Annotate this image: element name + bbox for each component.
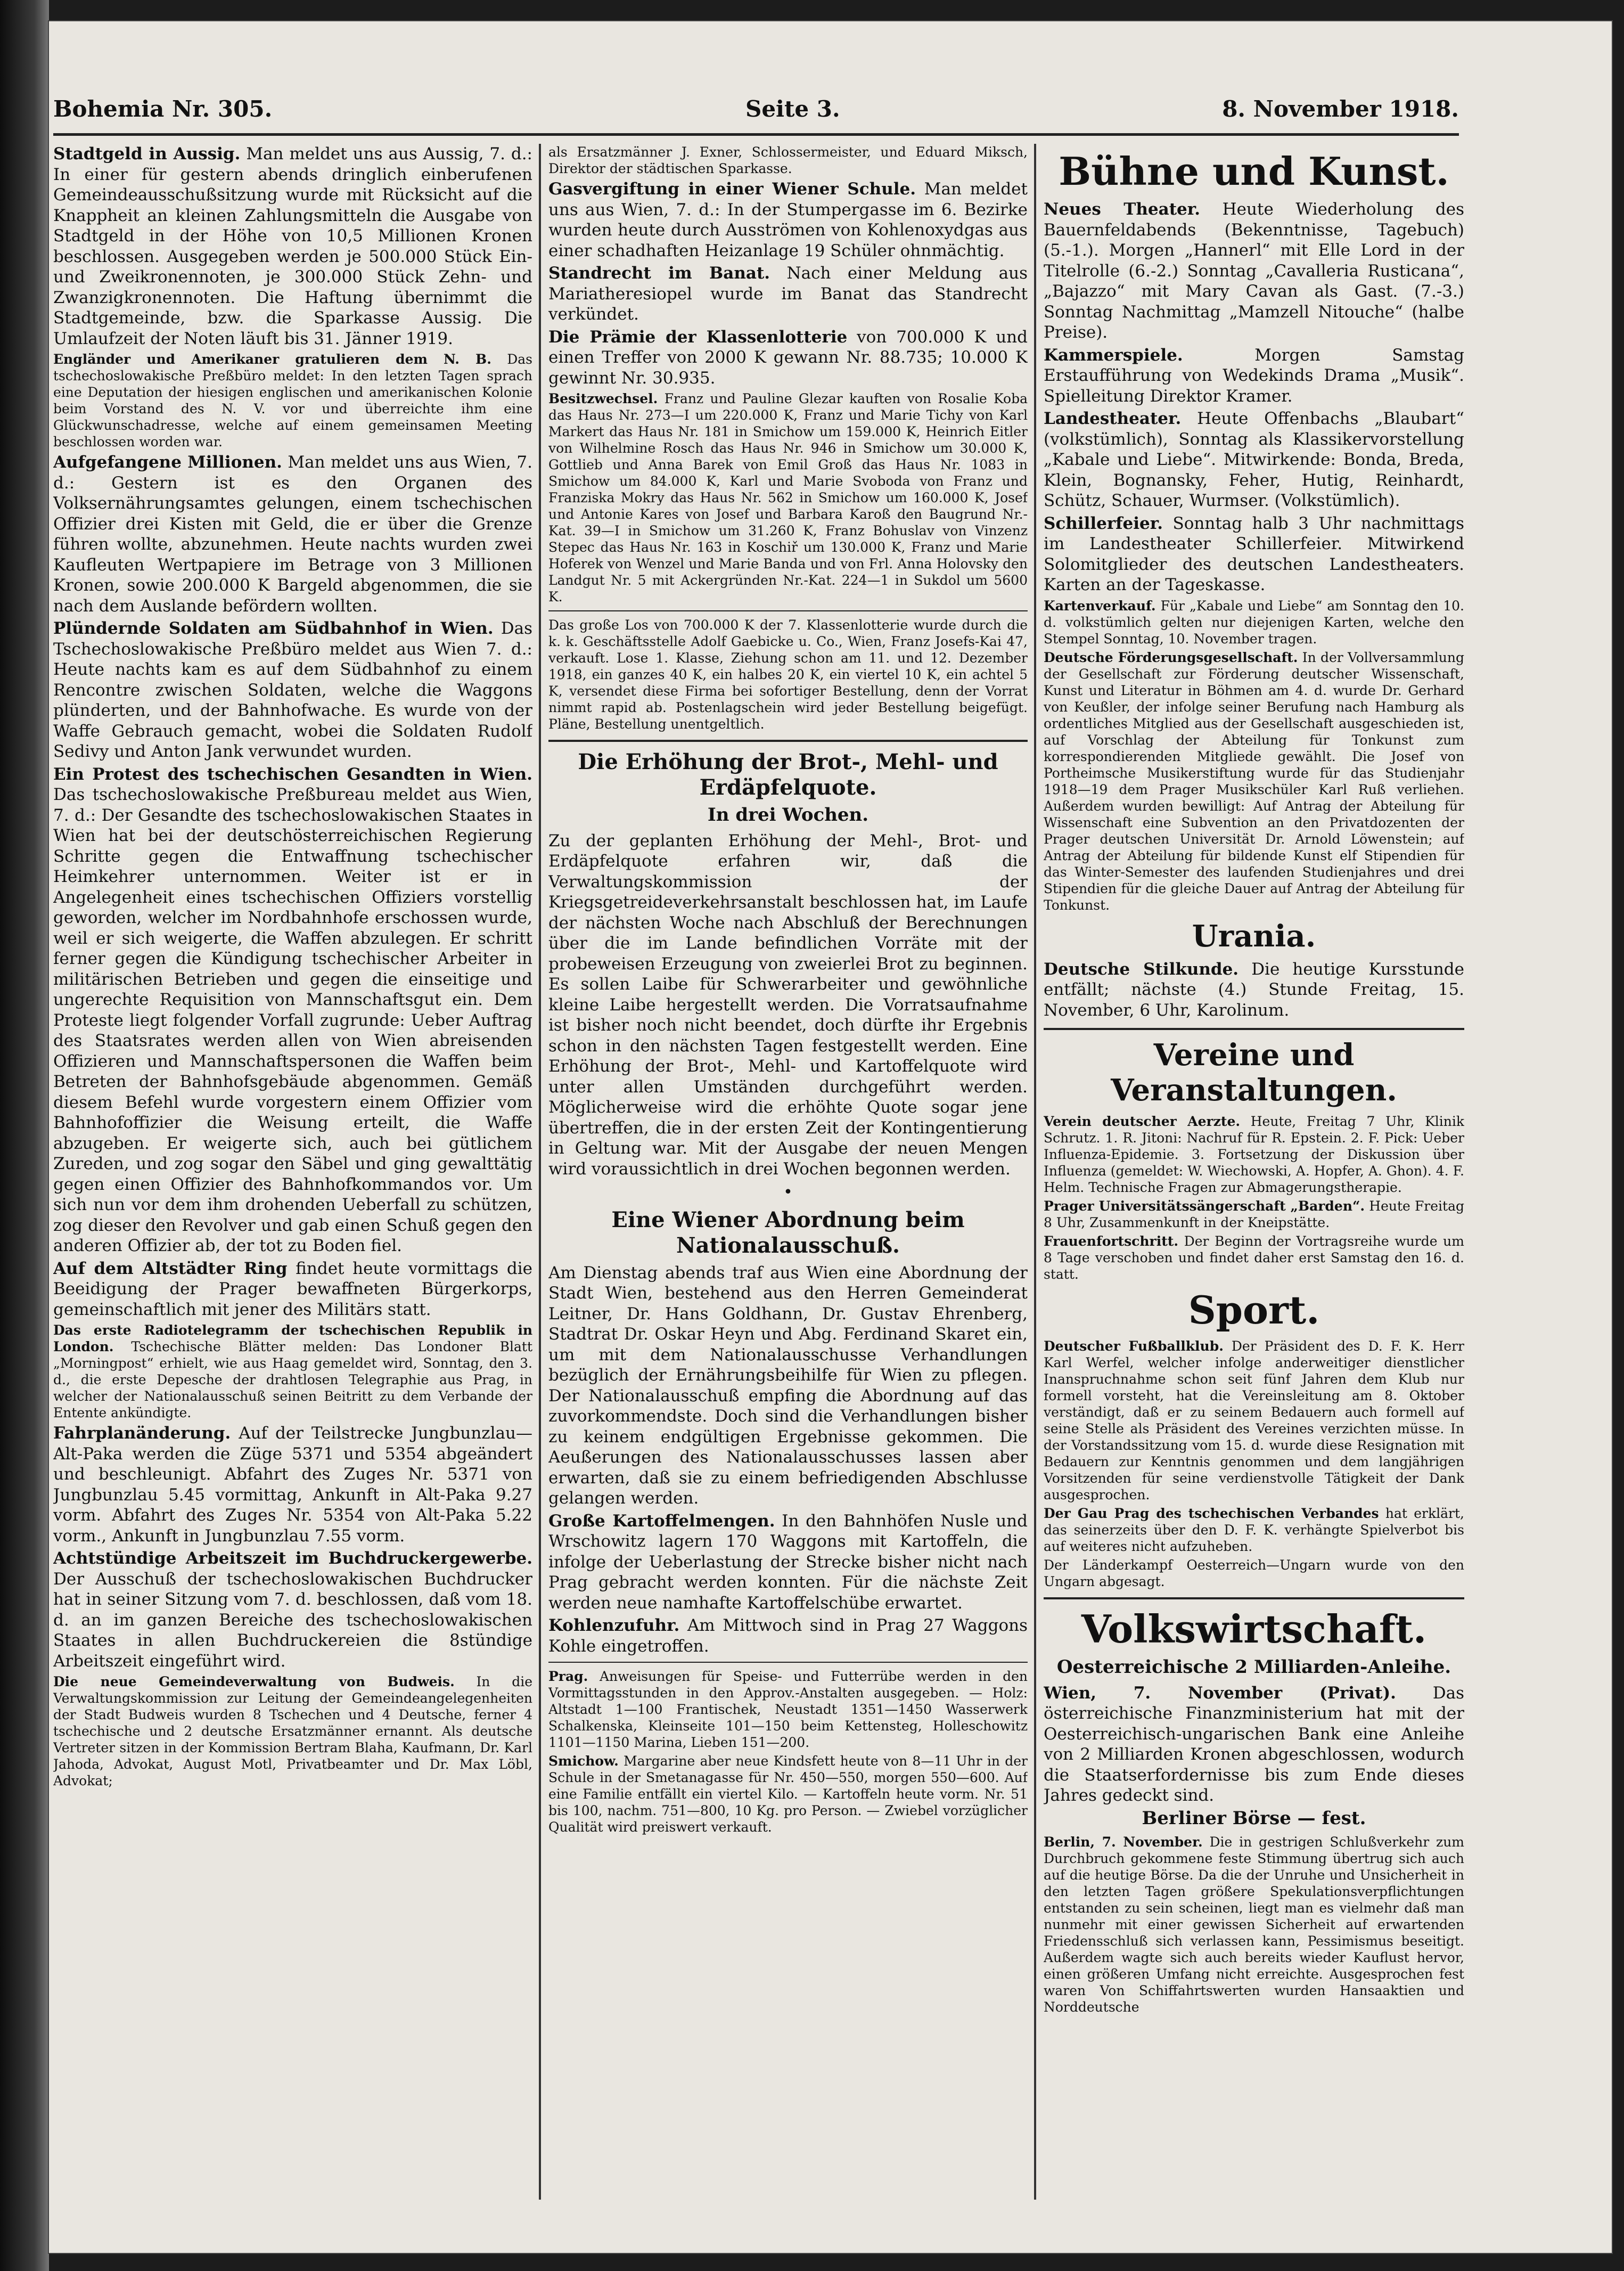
article — [1044, 1113, 1464, 1196]
article — [1044, 513, 1464, 595]
notice-body: Anweisungen für Speise- und Futterrübe werden in den Vormittagsstunden in den Approv.-Anstalten ausgegeben. — Holz: Altstadt 1—100 Frantischek, Neustadt 1351—1450 Wasserwerk Schalkenska, Kleinseite 101—150 beim Kettensteg, Holleschowitz 1101—1150 Marina, Lieben 151—200. — [548, 1669, 1028, 1750]
article-lead: Engländer und Amerikaner gratulieren dem N. B. — [53, 352, 491, 367]
article — [1044, 1834, 1464, 2015]
article-body: Franz und Pauline Glezar kauften von Rosalie Koba das Haus Nr. 273—I um 220.000 K, Franz und Marie Tichy von Karl Markert das Haus Nr. 181 in Smichow um 159.000 K, Heinrich Eitler von Wilhelmine Rosch das Haus Nr. 946 in Smichow um 30.000 K, Gottlieb und Anna Barek von Emil Groß das Haus Nr. 1083 in Smichow um 84.000 K, Karl und Marie Svoboda von Franz und Franziska Mokry das Haus Nr. 562 in Smichow um 160.000 K, Josef und Antonie Kares von Josef und Barbara Karoß den Baugrund Nr.-Kat. 39—I in Smichow um 31.260 K, Franz Bohuslav von Vinzenz Stepec das Haus Nr. 163 in Koschiř um 130.000 K, Franz und Marie Hoferek von Wenzel und Marie Banda und von Frl. Anna Holovsky den Landgut Nr. 5 mit Ackergründen Nr.-Kat. 224—1 in Sukdol um 5600 K. — [548, 391, 1028, 604]
advertisement: Das große Los von 700.000 K der 7. Klassenlotterie wurde durch die k. k. Geschäftsstelle Adolf Gaebicke u. Co., Wien, Franz Josefs-Kai 47, verkauft. Lose 1. Klasse, Ziehung schon am 11. und 12. Dezember 1918, ein ganzes 40 K, ein halbes 20 K, ein viertel 10 K, ein achtel 5 K, versendet diese Firma bei sofortiger Bestellung, denn der Vorrat nimmt rapid ab. Postenlagschein wird jeder Bestellung beigefügt. Pläne, Bestellung unentgeltlich. — [548, 617, 1028, 732]
article — [53, 1548, 532, 1671]
article — [1044, 1233, 1464, 1282]
article-headline: Berliner Börse — fest. — [1142, 1807, 1366, 1829]
article-body: Heute Freitag 8 Uhr, Zusammenkunft in der Kneipstätte. — [1044, 1198, 1464, 1230]
notice — [548, 1668, 1028, 1751]
article-body: von 700.000 K und einen Treffer von 2000 K gewann Nr. 88.735; 10.000 K gewinnt Nr. 30.935. — [548, 327, 1028, 388]
article — [1044, 649, 1464, 913]
article-lead: Die Prämie der Klassenlotterie — [548, 327, 848, 347]
article — [1044, 1338, 1464, 1503]
article-body: Man meldet uns aus Aussig, 7. d.: In einer für gestern abends dringlich einberufenen Gemeindeausschußsitzung wurde mit Rücksicht auf die Knappheit an kleinen Zahlungsmitteln die Ausgabe von Stadtgeld in der Höhe von 10,5 Millionen Kronen beschlossen. Ausgegeben werden je 500.000 Stück Ein- und Zweikronennoten, je 300.000 Stück Zehn- und Zwanzigkronennoten. Die Haftung übernimmt die Stadtgemeinde, bzw. die Sparkasse Aussig. Die Umlaufzeit der Noten läuft bis 31. Jänner 1919. — [53, 144, 532, 348]
section-title-urania: Urania. — [1192, 918, 1316, 954]
article-body: Nach einer Meldung aus Mariatheresiopel wurde im Banat das Standrecht verkündet. — [548, 264, 1028, 324]
divider — [548, 740, 1028, 742]
article — [1044, 199, 1464, 343]
article-lead: Verein deutscher Aerzte. — [1044, 1114, 1241, 1129]
divider — [1044, 1028, 1464, 1030]
article-subheadline: In drei Wochen. — [707, 804, 869, 826]
article-body: Das tschechoslowakische Preßbureau meldet aus Wien, 7. d.: Der Gesandte des tschechoslowakischen Staates in Wien hat bei der deutschösterreichischen Regierung Schritte gegen die Entwaffnung tschechischer Heimkehrer unternommen. Weiter ist er in Angelegenheit eines tschechischen Offiziers vorstellig geworden, welcher im Nordbahnhofe erschossen wurde, weil er sich weigerte, die Waffen abzulegen. Er schritt ferner gegen die Kündigung tschechischer Arbeiter in militärischen Betrieben und gegen die einseitige und ungerechte Requisition von Mannschaftsgut ein. Dem Proteste liegt folgender Vorfall zugrunde: Ueber Auftrag des Staatsrates werden allen von Wien abreisenden Offizieren und Mannschaftspersonen die Waffen beim Betreten der Bahnhofsgebäude abgenommen. Gemäß diesem Befehl wurde vorgestern einem Offizier vom Bahnhofoffizier die Weisung erteilt, die Waffe abzugeben. Er weigerte sich, auch bei gütlichem Zureden, und zog sogar den Säbel und ging gewalttätig gegen einen Offizier des Bahnhofkommandos vor. Um sich nun vor dem ihm drohenden Ueberfall zu schützen, zog dieser den Revolver und gab einen Schuß gegen den anderen Offizier ab, der tot zu Boden fiel. — [53, 785, 532, 1255]
article-lead: Stadtgeld in Aussig. — [53, 144, 241, 164]
article — [1044, 1198, 1464, 1231]
article-headline: Oesterreichische 2 Milliarden-Anleihe. — [1056, 1656, 1451, 1678]
column-1 — [53, 144, 532, 2200]
article-body: Heute, Freitag 7 Uhr, Klinik Schrutz. 1. R. Jitoni: Nachruf für R. Epstein. 2. F. Pick: Ueber Influenza-Epidemie. 3. Fortsetzung der Diskussion über Influenza (gemeldet: W. Wiechowski, A. Hopfer, A. Ghon). 4. F. Helm. Technische Fragen zur Abmagerungstherapie. — [1044, 1114, 1464, 1195]
article-lead: Landestheater. — [1044, 409, 1182, 428]
article-lead: Kammerspiele. — [1044, 345, 1183, 365]
divider — [548, 1662, 1028, 1663]
article — [53, 351, 532, 450]
article — [548, 390, 1028, 605]
article-lead: Kartenverkauf. — [1044, 598, 1156, 614]
article-lead: Die neue Gemeindeverwaltung von Budweis. — [53, 1674, 455, 1689]
article-body: Die in gestrigen Schlußverkehr zum Durchbruch gekommene feste Stimmung übertrug sich auch auf die heutige Börse. Da die der Unruhe und Unsicherheit in den letzten Tagen größere Spekulationsverpflichtungen entstanden zu sein scheinen, liegt man es vielmehr daß man nunmehr mit einer gewissen Sicherheit auf erwartenden Friedensschluß sich verlassen kann, Pessimismus beseitigt. Außerdem wagte sich auch bereits wieder Kauflust hervor, einen größeren Umfang nicht erreichte. Ausgesprochen fest waren Von Schiffahrtswerten wurden Hansaaktien und Norddeutsche — [1044, 1834, 1464, 2015]
article — [1044, 345, 1464, 407]
article-lead: Achtstündige Arbeitszeit im Buchdruckergewerbe. — [53, 1549, 532, 1568]
column-3 — [1044, 144, 1464, 2200]
article-lead: Neues Theater. — [1044, 200, 1201, 219]
article-body: Die heutige Kursstunde entfällt; nächste (4.) Stunde Freitag, 15. November, 6 Uhr, Karolinum. — [1044, 959, 1464, 1020]
article — [1044, 959, 1464, 1021]
article-body: Zu der geplanten Erhöhung der Mehl-, Brot- und Erdäpfelquote erfahren wir, daß die Verwaltungskommission der Kriegsgetreideverkehrsanstalt beschlossen hat, im Laufe der nächsten Woche nach Abschluß der Berechnungen über die im Lande befindlichen Vorräte mit der probeweisen Erzeugung von zweierlei Brot zu beginnen. Es sollen Laibe für Schwerarbeiter und gewöhnliche kleine Laibe hergestellt werden. Die Vorratsaufnahme ist bisher noch nicht beendet, doch dürfte ihr Ergebnis schon in den nächsten Tagen festgestellt werden. Eine Erhöhung der Brot-, Mehl- und Kartoffelquote wird unter allen Umständen durchgeführt werden. Möglicherweise wird die erhöhte Quote sogar jene übertreffen, die in der ersten Zeit der Kontingentierung in Geltung war. Mit der Ausgabe der neuen Mengen wird voraussichtlich in drei Wochen begonnen werden. — [548, 831, 1028, 1179]
article — [548, 1511, 1028, 1614]
header-issue: Bohemia Nr. 305. — [53, 96, 273, 122]
separator-dot: • — [783, 1183, 793, 1202]
divider — [548, 610, 1028, 611]
article-body: Auf der Teilstrecke Jungbunzlau—Alt-Paka werden die Züge 5371 und 5354 abgeändert und beschleunigt. Abfahrt des Zuges Nr. 5371 von Jungbunzlau 5.45 vormittag, Ankunft in Alt-Paka 9.27 vorm. Abfahrt des Zuges Nr. 5354 von Alt-Paka 5.22 vorm., Ankunft in Jungbunzlau 7.55 vorm. — [53, 1424, 532, 1546]
article-body: Der Länderkampf Oesterreich—Ungarn wurde von den Ungarn abgesagt. — [1044, 1557, 1464, 1589]
article-lead: Deutsche Förderungsgesellschaft. — [1044, 649, 1298, 665]
article-body: Der Präsident des D. F. K. Herr Karl Werfel, welcher infolge anderweitiger dienstlicher Inanspruchnahme schon seit fünf Jahren dem Klub nur formell vorsteht, hat die Vereinsleitung am 8. Oktober verständigt, daß er zu seinem Bedauern auch formell auf seine Stelle als Präsident des Vereines verzichten müsse. In der Vorstandssitzung vom 15. d. wurde diese Resignation mit Bedauern zur Kenntnis genommen und dem langjährigen Vorsitzenden für seine verdienstvolle Tätigkeit der Dank ausgesprochen. — [1044, 1338, 1464, 1502]
article-body: Das Tschechoslowakische Preßbüro meldet aus Wien 7. d.: Heute nachts kam es auf dem Südbahnhof zu einem Rencontre zwischen Soldaten, welche die Waggons plünderten, und der Bahnhofwache. Es wurde von der Waffe Gebrauch gemacht, wobei die Soldaten Rudolf Sedivy und Anton Jank verwundet wurden. — [53, 619, 532, 761]
article-lead: Aufgefangene Millionen. — [53, 453, 282, 472]
article-body: Heute Wiederholung des Bauernfeldabends (Bekenntnisse, Tagebuch) (5.-1.). Morgen „Hannerl“ mit Elle Lord in der Titelrolle (6.-2.) Sonntag „Cavalleria Rusticana“, „Bajazzo“ mit Mary Cavan als Gast. (7.-3.) Sonntag Nachmittag „Mamzell Nitouche“ (halbe Preise). — [1044, 200, 1464, 342]
section-title-vereine: Vereine und Veranstaltungen. — [1111, 1038, 1397, 1108]
article-lead: Standrecht im Banat. — [548, 264, 770, 283]
article-lead: Wien, 7. November (Privat). — [1044, 1683, 1396, 1703]
article-body: Der Beginn der Vortragsreihe wurde um 8 Tage verschoben und findet daher erst Samstag den 16. d. statt. — [1044, 1233, 1464, 1282]
article — [1044, 409, 1464, 511]
article-lead: Berlin, 7. November. — [1044, 1834, 1203, 1850]
article — [53, 618, 532, 762]
column-rule — [539, 144, 541, 2200]
column-2 — [548, 144, 1028, 2200]
article-lead: Plündernde Soldaten am Südbahnhof in Wien. — [53, 619, 494, 638]
article — [53, 452, 532, 616]
article-body: Das tschechoslowakische Preßbüro meldet: In den letzten Tagen sprach eine Deputation der hiesigen englischen und amerikanischen Kolonie beim Vorstand des N. V. vor und überreichte ihm eine Glückwunschadresse, welche auf einem gemeinsamen Meeting beschlossen worden war. — [53, 352, 532, 450]
article-body: Sonntag halb 3 Uhr nachmittags im Landestheater Schillerfeier. Mitwirkend Solomitglieder des deutschen Landestheaters. Karten an der Tageskasse. — [1044, 513, 1464, 594]
article-body: Das österreichische Finanzministerium hat mit der Oesterreichisch-ungarischen Bank eine Anleihe von 2 Milliarden Kronen abgeschlossen, wodurch die Staatserfordernisse bis zum Ende dieses Jahres gedeckt sind. — [1044, 1683, 1464, 1805]
article-continued: als Ersatzmänner J. Exner, Schlossermeister, und Eduard Miksch, Direktor der städtischen Sparkasse. — [548, 144, 1028, 176]
column-rule — [1034, 144, 1036, 2200]
article — [548, 179, 1028, 261]
article — [53, 1423, 532, 1546]
article — [53, 764, 532, 1256]
notice-body: Margarine aber neue Kindsfett heute von 8—11 Uhr in der Schule in der Smetanagasse für Nr. 450—550, morgen 550—600. Auf eine Familie entfällt ein viertel Kilo. — Kartoffeln heute vorm. Nr. 51 bis 100, nachm. 751—800, 10 Kg. pro Person. — Zwiebel vorzüglicher Qualität wird preiswert verkauft. — [548, 1753, 1028, 1835]
article-lead: Frauenfortschritt. — [1044, 1233, 1179, 1249]
article-body: Am Dienstag abends traf aus Wien eine Abordnung der Stadt Wien, bestehend aus den Herren Gemeinderat Leitner, Dr. Hans Goldhann, Dr. Gustav Ehrenberg, Stadtrat Dr. Oskar Heyn und Abg. Ferdinand Skaret ein, um mit dem Nationalausschusse Verhandlungen bezüglich der Ernährungsbeihilfe für Wien zu pflegen. Der Nationalausschuß empfing die Abordnung auf das zuvorkommendste. Doch sind die Verhandlungen bisher zu keinem endgültigen Ergebnisse gekommen. Die Aeußerungen des Nationalausschusses lassen aber erwarten, daß sie zu einem befriedigenden Abschlusse gelangen werden. — [548, 1263, 1028, 1508]
article — [1044, 598, 1464, 647]
article-body: In die Verwaltungskommission zur Leitung der Gemeindeangelegenheiten der Stadt Budweis wurden 8 Tschechen und 4 Deutsche, ferner 4 tschechische und 2 deutsche Ersatzmänner ernannt. Als deutsche Vertreter sitzen in der Kommission Bertram Blaha, Kaufmann, Dr. Karl Jahoda, Advokat, August Motl, Privatbeamter und Dr. Max Löbl, Advokat; — [53, 1674, 532, 1788]
article-headline: Die Erhöhung der Brot-, Mehl- und Erdäpfelquote. — [578, 749, 998, 800]
article-lead: Deutsche Stilkunde. — [1044, 959, 1239, 979]
notice-lead: Smichow. — [548, 1753, 619, 1769]
article — [53, 1259, 532, 1320]
article-lead: Der Gau Prag des tschechischen Verbandes — [1044, 1506, 1379, 1521]
header-date: 8. November 1918. — [1222, 96, 1459, 122]
article-lead: Das erste Radiotelegramm der tschechischen Republik in London. — [53, 1322, 532, 1354]
article — [1044, 1505, 1464, 1555]
article — [1044, 1683, 1464, 1806]
article-body: Heute Offenbachs „Blaubart“ (volkstümlich), Sonntag als Klassikervorstellung „Kabale und Liebe“. Mitwirkende: Bonda, Breda, Klein, Bognansky, Feher, Hutig, Reinhardt, Schütz, Schauer, Wurmser. (Volkstümlich). — [1044, 409, 1464, 510]
article — [53, 1673, 532, 1789]
article-lead: Schillerfeier. — [1044, 513, 1163, 533]
article-body: Man meldet uns aus Wien, 7. d.: Gestern ist es den Organen des Volksernährungsamtes gelungen, einem tschechischen Offizier drei Kisten mit Geld, die er über die Grenze führen wollte, abzunehmen. Heute nachts wurden zwei Kaufleuten Wertpapiere im Betrage von 3 Millionen Kronen, sowie 200.000 K Bargeld abgenommen, die sie nach dem Auslande befördern wollten. — [53, 453, 532, 616]
article-body: Für „Kabale und Liebe“ am Sonntag den 10. d. volkstümlich gelten nur diejenigen Karten, welche den Stempel Sonntag, 10. November tragen. — [1044, 598, 1464, 647]
article-headline: Eine Wiener Abordnung beim Nationalausschuß. — [611, 1207, 965, 1258]
article-lead: Gasvergiftung in einer Wiener Schule. — [548, 179, 916, 199]
article-body: hat erklärt, das seinerzeits über den D. F. K. verhängte Spielverbot bis auf weiteres nicht aufzuheben. — [1044, 1506, 1464, 1554]
article — [53, 144, 532, 349]
header-page-number: Seite 3. — [745, 96, 840, 122]
page-edge — [0, 0, 49, 2271]
article-body: Am Mittwoch sind in Prag 27 Waggons Kohle eingetroffen. — [548, 1616, 1028, 1656]
article-body: findet heute vormittags die Beeidigung der Prager bewaffneten Bürgerkorps, gemeinschaftlich mit jener des Militärs statt. — [53, 1259, 532, 1319]
notice-lead: Prag. — [548, 1669, 588, 1684]
article-lead: Besitzwechsel. — [548, 391, 658, 406]
article — [548, 263, 1028, 325]
notice — [548, 1753, 1028, 1835]
divider — [1044, 1597, 1464, 1599]
article-body: Tschechische Blätter melden: Das Londoner Blatt „Morningpost“ erhielt, wie aus Haag gemeldet wird, Sonntag, den 3. d., die erste Depesche der drahtlosen Telegraphie aus Prag, in welcher der Nationalausschuß seinen Beitritt zu dem Verbande der Entente ankündigte. — [53, 1339, 532, 1420]
article — [548, 327, 1028, 389]
article-body: In der Vollversammlung der Gesellschaft zur Förderung deutscher Wissenschaft, Kunst und Literatur in Böhmen am 4. d. wurde Dr. Gerhard von Keußler, der infolge seiner Berufung nach Hamburg als ordentliches Mitglied aus der Gesellschaft ausgeschieden ist, auf Vorschlag der Abteilung für Tonkunst zum korrespondierenden Mitgliede gewählt. Die Josef von Portheimsche Musikerstiftung wurde für das Studienjahr 1918—19 dem Prager Musikschüler Karl Ruß verliehen. Außerdem wurden bewilligt: Auf Antrag der Abteilung für Wissenschaft eine Subvention an den Privatdozenten der Prager deutschen Universität Dr. Arnold Löwenstein; auf Antrag der Abteilung für bildende Kunst elf Stipendien für das Winter-Semester des laufenden Studienjahres und drei Stipendien für die gleiche Dauer auf Antrag der Abteilung für Tonkunst. — [1044, 649, 1464, 913]
section-title-volkswirtschaft: Volkswirtschaft. — [1081, 1606, 1427, 1652]
article-lead: Kohlenzufuhr. — [548, 1616, 680, 1635]
article-lead: Große Kartoffelmengen. — [548, 1511, 775, 1531]
article-lead: Prager Universitätssängerschaft „Barden“. — [1044, 1198, 1365, 1214]
article-lead: Fahrplanänderung. — [53, 1424, 231, 1443]
page-header — [53, 91, 1459, 136]
article-lead: Auf dem Altstädter Ring — [53, 1259, 288, 1278]
section-title-buehne: Bühne und Kunst. — [1059, 149, 1449, 194]
article-lead: Ein Protest des tschechischen Gesandten in Wien. — [53, 764, 532, 784]
article-body: Morgen Samstag Erstaufführung von Wedekinds Drama „Musik“. Spielleitung Direktor Kramer. — [1044, 345, 1464, 406]
article-body: In den Bahnhöfen Nusle und Wrschowitz lagern 170 Waggons mit Kartoffeln, die infolge der Ueberlastung der Strecke bisher nicht nach Prag gebracht werden konnten. Für die nächste Zeit werden neue namhafte Kartoffelschübe erwartet. — [548, 1511, 1028, 1613]
article — [548, 1615, 1028, 1656]
section-title-sport: Sport. — [1188, 1287, 1320, 1333]
article-body: Man meldet uns aus Wien, 7. d.: In der Stumpergasse im 6. Bezirke wurden heute durch Ausströmen von Kohlenoxydgas aus einer schadhaften Heizanlage 19 Schüler ohnmächtig. — [548, 179, 1028, 260]
article — [53, 1322, 532, 1421]
article-lead: Deutscher Fußballklub. — [1044, 1338, 1224, 1354]
article-body: Der Ausschuß der tschechoslowakischen Buchdrucker hat in seiner Sitzung vom 7. d. beschlossen, daß vom 18. d. an im ganzen Bereiche des tschechoslowakischen Staates in allen Buchdruckereien die 8stündige Arbeitszeit eingeführt wird. — [53, 1569, 532, 1671]
